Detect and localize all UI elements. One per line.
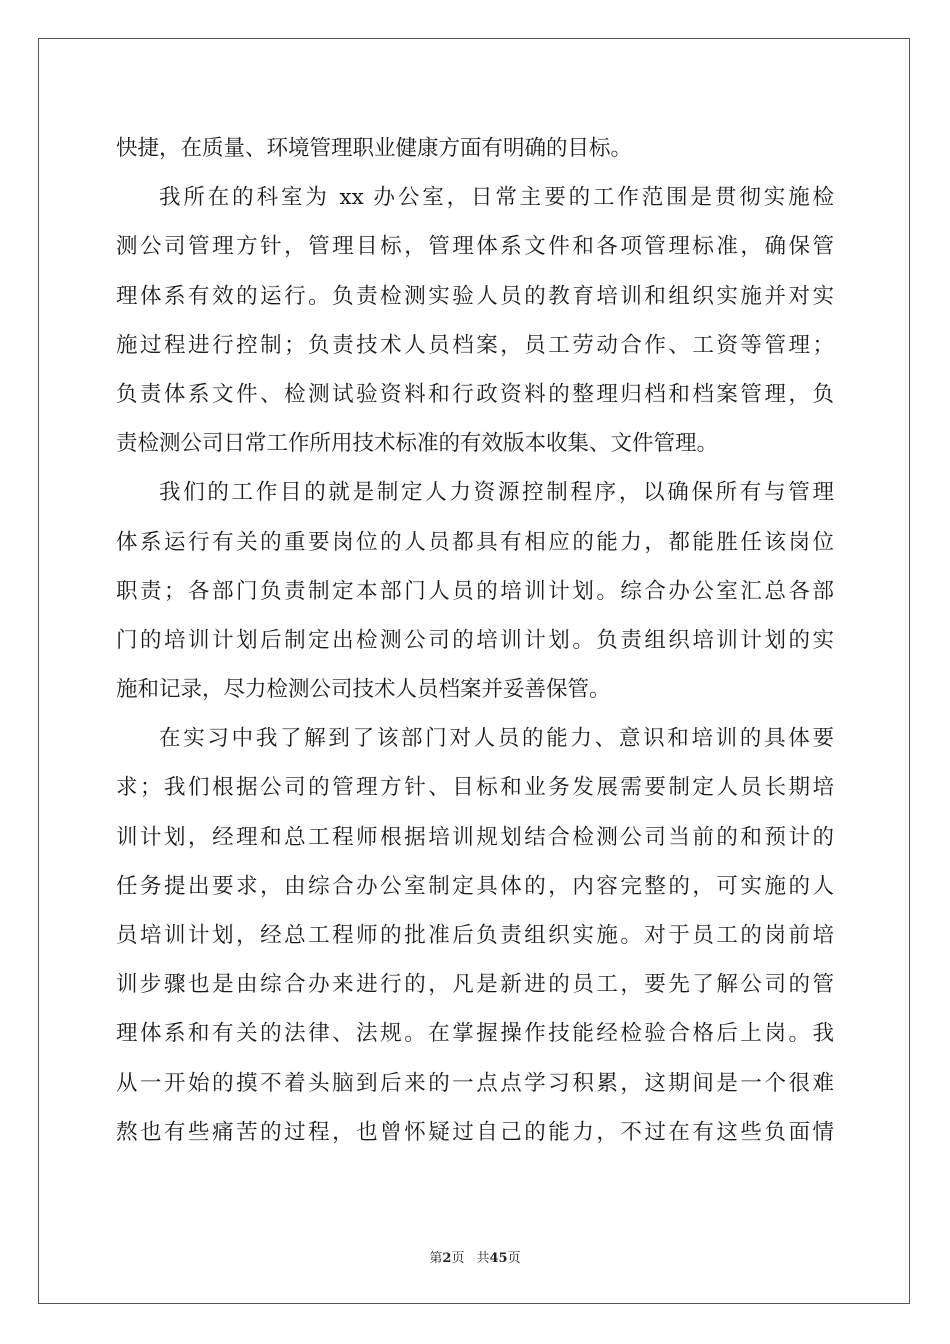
text-line: 训步骤也是由综合办来进行的，凡是新进的员工，要先了解公司的管 [116, 972, 834, 998]
page-prefix: 第 [429, 1251, 443, 1266]
text-line: 我们的工作目的就是制定人力资源控制程序，以确保所有与管理 [159, 480, 834, 506]
total-suffix: 页 [507, 1251, 521, 1266]
text-line: 施过程进行控制；负责技术人员档案，员工劳动合作、工资等管理； [116, 332, 834, 358]
document-body [116, 124, 834, 1157]
text-line: 在实习中我了解到了该部门对人员的能力、意识和培训的具体要 [159, 726, 834, 752]
total-pages: 45 [489, 1251, 508, 1266]
page-number: 2 [442, 1251, 452, 1266]
text-line: 体系运行有关的重要岗位的人员都具有相应的能力，都能胜任该岗位 [116, 529, 834, 555]
text-line: 测公司管理方针，管理目标，管理体系文件和各项管理标准，确保管 [116, 234, 834, 260]
text-line: 任务提出要求，由综合办公室制定具体的，内容完整的，可实施的人 [116, 873, 834, 899]
text-line: 快捷，在质量、环境管理职业健康方面有明确的目标。 [116, 136, 633, 161]
text-line: 负责体系文件、检测试验资料和行政资料的整理归档和档案管理，负 [116, 381, 834, 407]
text-line: 熬也有些痛苦的过程，也曾怀疑过自己的能力，不过在有这些负面情 [116, 1119, 834, 1145]
text-line: 职责；各部门负责制定本部门人员的培训计划。综合办公室汇总各部 [116, 578, 834, 604]
total-prefix: 共 [476, 1251, 490, 1266]
text-line: 员培训计划，经总工程师的批准后负责组织实施。对于员工的岗前培 [116, 923, 834, 948]
text-line: 施和记录，尽力检测公司技术人员档案并妥善保管。 [116, 677, 611, 703]
text-line: 理体系和有关的法律、法规。在掌握操作技能经检验合格后上岗。我 [116, 1021, 834, 1047]
text-line: 求；我们根据公司的管理方针、目标和业务发展需要制定人员长期培 [116, 775, 834, 801]
text-line: 门的培训计划后制定出检测公司的培训计划。负责组织培训计划的实 [116, 627, 834, 653]
page-suffix: 页 [451, 1251, 465, 1266]
page-footer [0, 1247, 950, 1266]
text-line: 从一开始的摸不着头脑到后来的一点点学习积累，这期间是一个很难 [116, 1070, 834, 1096]
text-line: 我所在的科室为 xx 办公室，日常主要的工作范围是贯彻实施检 [159, 185, 834, 211]
text-line: 理体系有效的运行。负责检测实验人员的教育培训和组织实施并对实 [116, 283, 834, 309]
text-line: 训计划，经理和总工程师根据培训规划结合检测公司当前的和预计的 [116, 824, 834, 850]
text-line: 责检测公司日常工作所用技术标准的有效版本收集、文件管理。 [116, 431, 719, 457]
